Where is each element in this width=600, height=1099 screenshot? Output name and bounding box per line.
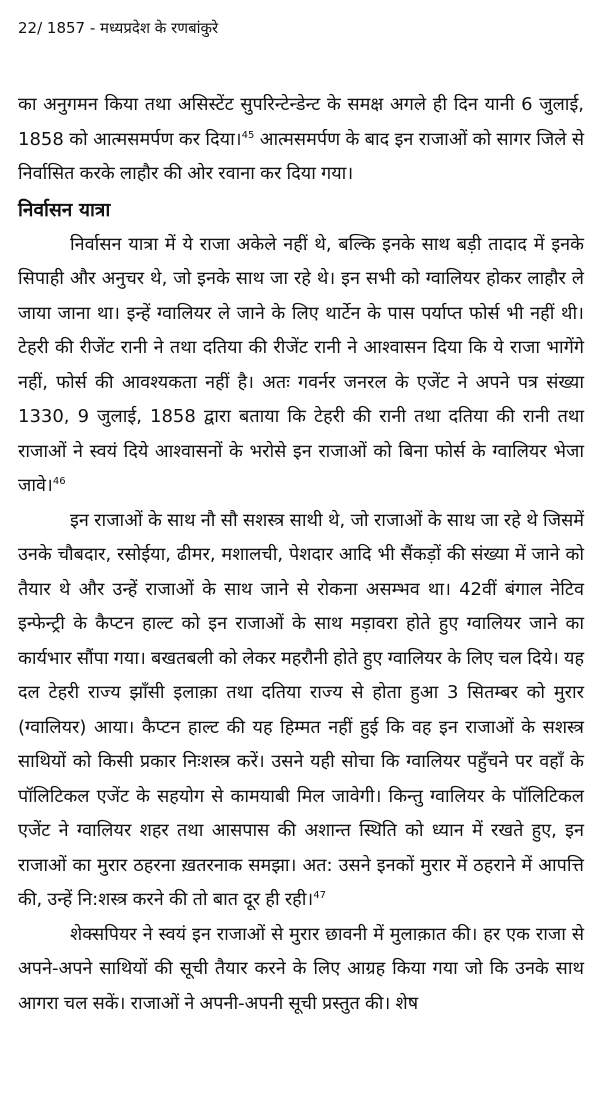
footnote-marker: 46 — [52, 476, 66, 487]
paragraph-text: निर्वासन यात्रा में ये राजा अकेले नहीं थे, बल्कि इनके साथ बड़ी तादाद में इनके सिपाही और अनुचर थे, जो इनके साथ जा रहे थे। इन सभी को ग्वालियर होकर लाहौर ले जाया जाना था। इन्हें ग्वालियर ले जाने के लिए थार्टेन के पास पर्याप्त फोर्स भी नहीं थी। टेहरी की रीजेंट रानी ने तथा दतिया की रीजेंट रानी ने आश्वासन दिया कि ये राजा भागेंगे नहीं, फोर्स की आवश्यकता नहीं है। अतः गवर्नर जनरल के एजेंट ने अपने पत्र संख्या 1330, 9 जुलाई, 1858 द्वारा बताया कि टेहरी की रानी तथा दतिया की रानी तथा राजाओं ने स्वयं दिये आश्वासनों के भरोसे इन राजाओं को बिना फोर्स के ग्वालियर भेजा जावे। — [18, 233, 584, 496]
paragraph-text: का अनुगमन किया तथा असिस्टेंट सुपरिन्टेन्डेन्ट के समक्ष अगले ही दिन यानी 6 जुलाई, 1858 को आत्मसमर्पण कर दिया। — [18, 94, 584, 150]
paragraph-continuation — [18, 88, 584, 192]
footnote-marker: 47 — [313, 890, 326, 901]
running-header: 22/ 1857 - मध्यप्रदेश के रणबांकुरे — [18, 19, 219, 37]
paragraph-shakespeare-meeting — [18, 918, 584, 1022]
paragraph-exile-journey — [18, 228, 584, 504]
paragraph-armed-companions — [18, 504, 584, 918]
paragraph-text: शेक्सपियर ने स्वयं इन राजाओं से मुरार छावनी में मुलाक़ात की। हर एक राजा से अपने-अपने साथियों की सूची तैयार करने के लिए आग्रह किया गया जो कि उनके साथ आगरा चल सकें। राजाओं ने अपनी-अपनी सूची प्रस्तुत की। शेष — [18, 923, 584, 1014]
paragraph-text-continued: आत्मसमर्पण के बाद इन राजाओं को सागर जिले से निर्वासित करके लाहौर की ओर रवाना कर दिया गया। — [18, 128, 584, 184]
section-heading: निर्वासन यात्रा — [18, 198, 111, 221]
paragraph-text: इन राजाओं के साथ नौ सौ सशस्त्र साथी थे, जो राजाओं के साथ जा रहे थे जिसमें उनके चौबदार, रसोईया, ढीमर, मशालची, पेशदार आदि भी सैंकड़ों की संख्या में जाने को तैयार थे और उन्हें राजाओं के साथ जाने से रोकना असम्भव था। 42वीं बंगाल नेटिव इन्फेन्ट्री के कैप्टन हाल्ट को इन राजाओं के साथ मड़ावरा होते हुए ग्वालियर जाने का कार्यभार सौंपा गया। बखतबली को लेकर महरौनी होते हुए ग्वालियर के लिए चल दिये। यह दल टेहरी राज्य झाँसी इलाक़ा तथा दतिया राज्य से होता हुआ 3 सितम्बर को मुरार (ग्वालियर) आया। कैप्टन हाल्ट की यह हिम्मत नहीं हुई कि वह इन राजाओं के सशस्त्र साथियों को किसी प्रकार निःशस्त्र करें। उसने यही सोचा कि ग्वालियर पहुँचने पर वहाँ के पॉलिटिकल एजेंट के सहयोग से कामयाबी मिल जावेगी। किन्तु ग्वालियर के पॉलिटिकल एजेंट ने ग्वालियर शहर तथा आसपास की अशान्त स्थिति को ध्यान में रखते हुए, इन राजाओं का मुरार ठहरना ख़तरनाक समझा। अत: उसने इनकों मुरार में ठहराने में आपत्ति की, उन्हें नि:शस्त्र करने की तो बात दूर ही रही। — [18, 509, 584, 910]
footnote-marker: 45 — [241, 129, 255, 141]
